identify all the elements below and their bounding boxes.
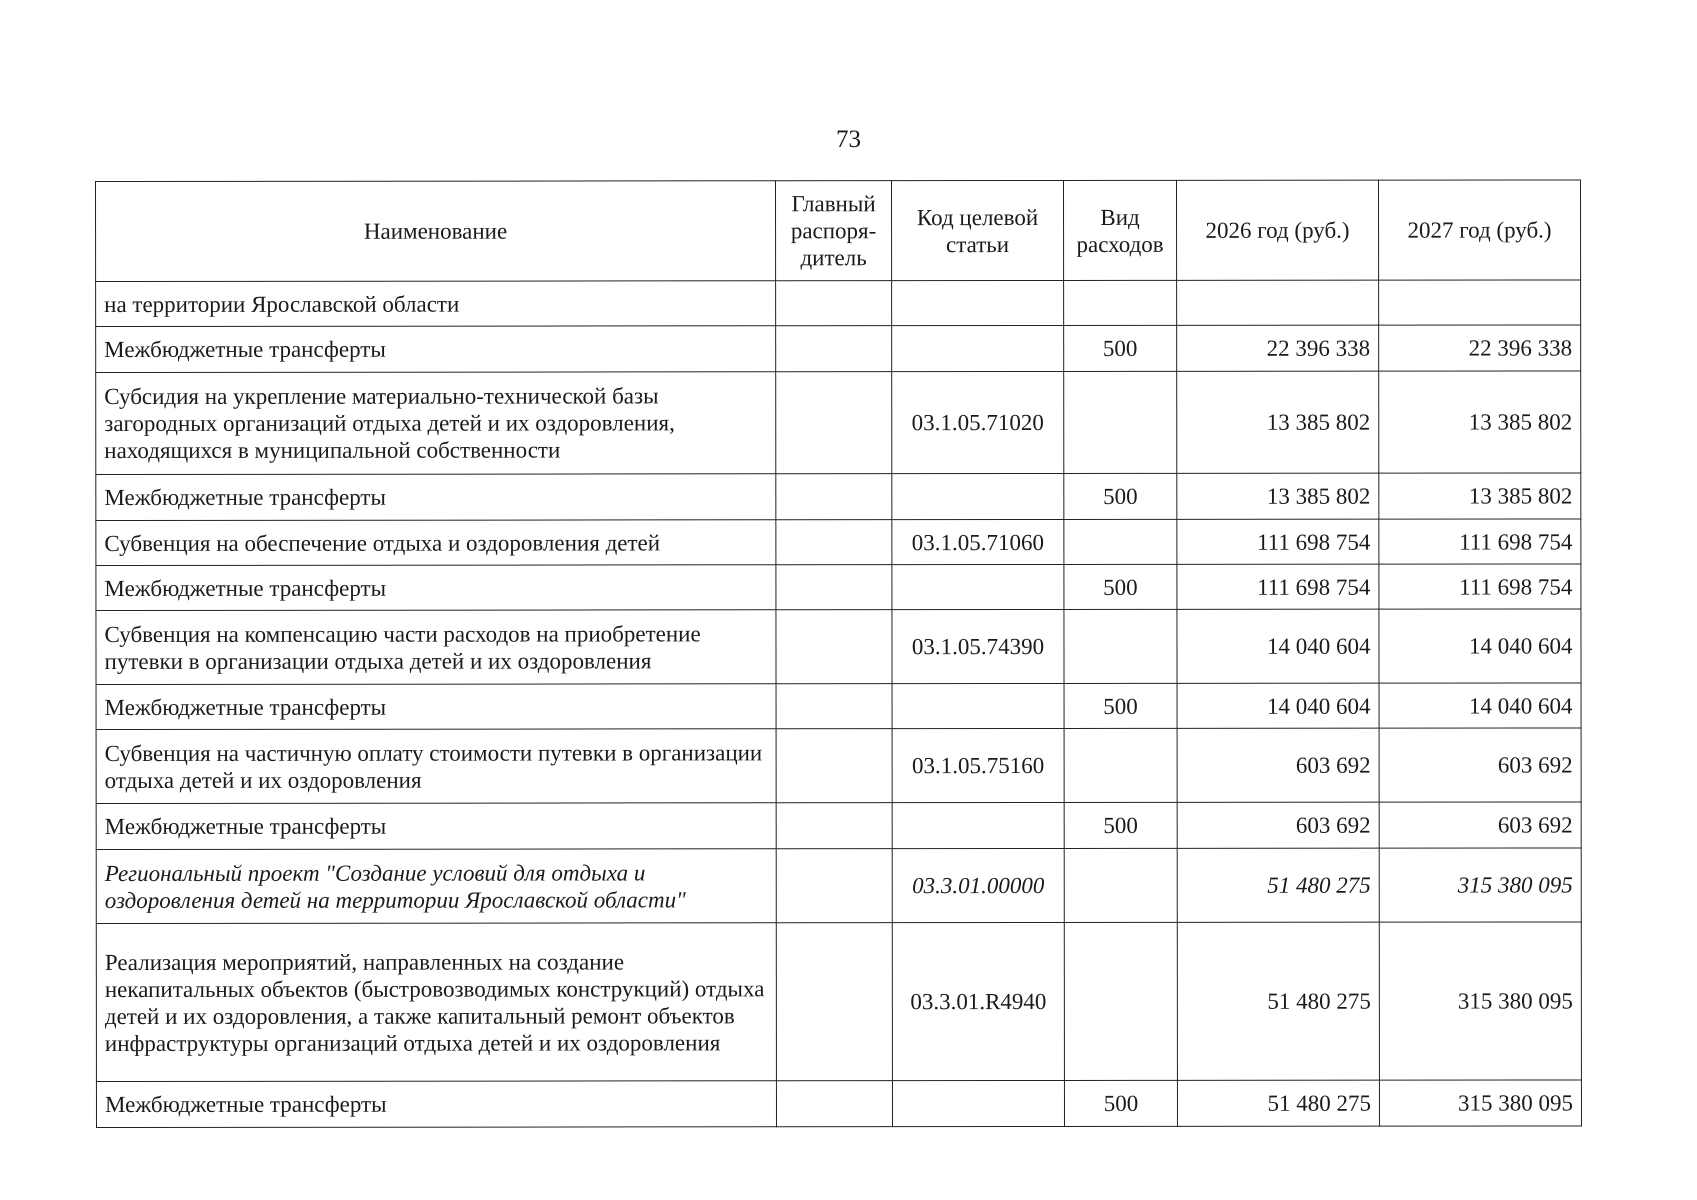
cell-manager (776, 372, 892, 474)
cell-2027: 13 385 802 (1379, 371, 1581, 473)
cell-name: Межбюджетные трансферты (96, 803, 776, 850)
table-row (96, 519, 1581, 566)
cell-name: Субсидия на укрепление материально-технической базы загородных организаций отдыха детей и их оздоровления, находящихся в муниципальной собственности (96, 372, 776, 475)
cell-2027: 315 380 095 (1379, 848, 1581, 922)
cell-type (1064, 280, 1177, 325)
cell-2026: 13 385 802 (1177, 473, 1379, 519)
cell-manager (776, 565, 892, 610)
table-row (96, 848, 1581, 924)
cell-name: на территории Ярославской области (96, 281, 776, 327)
cell-code (892, 473, 1064, 519)
cell-manager (776, 610, 892, 684)
cell-2026: 111 698 754 (1177, 519, 1379, 564)
cell-type (1064, 519, 1177, 564)
header-2026: 2026 год (руб.) (1176, 180, 1378, 280)
cell-name: Реализация мероприятий, направленных на создание некапитальных объектов (быстровозводимых конструкций) отдыха детей и их оздоровления, а также капитальный ремонт объектов инфраструктуры организаций отдыха детей и их оздоровления (96, 923, 776, 1082)
cell-name: Субвенция на частичную оплату стоимости путевки в организации отдыха детей и их оздоровления (96, 729, 776, 804)
cell-type (1064, 848, 1177, 922)
cell-2027: 22 396 338 (1379, 325, 1581, 371)
budget-table (95, 179, 1582, 1128)
table-row (96, 280, 1581, 327)
header-manager: Главный распоря-дитель (776, 181, 892, 281)
cell-2027: 14 040 604 (1379, 683, 1581, 728)
cell-type (1064, 922, 1177, 1080)
cell-type: 500 (1064, 802, 1177, 848)
cell-name: Межбюджетные трансферты (96, 1081, 776, 1128)
cell-2027: 14 040 604 (1379, 609, 1581, 683)
table-row (96, 683, 1581, 730)
cell-2026: 13 385 802 (1177, 371, 1379, 473)
table-row (96, 922, 1581, 1082)
cell-2027: 315 380 095 (1379, 922, 1581, 1080)
cell-name: Межбюджетные трансферты (96, 326, 776, 373)
cell-manager (776, 326, 892, 372)
cell-code (892, 564, 1064, 609)
cell-type: 500 (1064, 325, 1177, 371)
cell-manager (776, 849, 892, 923)
cell-code: 03.1.05.74390 (892, 609, 1064, 683)
cell-2027: 111 698 754 (1379, 519, 1581, 564)
cell-2027: 315 380 095 (1379, 1080, 1581, 1126)
cell-name: Межбюджетные трансферты (96, 474, 776, 521)
cell-code: 03.1.05.71020 (892, 371, 1064, 473)
cell-manager (776, 803, 892, 849)
table-row (96, 473, 1581, 521)
cell-2026: 14 040 604 (1177, 609, 1379, 683)
cell-type (1064, 371, 1177, 473)
cell-code (892, 683, 1064, 728)
cell-code (892, 280, 1064, 325)
cell-2027: 13 385 802 (1379, 473, 1581, 519)
cell-code: 03.3.01.00000 (892, 848, 1064, 922)
page-number: 73 (836, 126, 861, 153)
cell-code: 03.1.05.75160 (892, 728, 1064, 802)
cell-code (892, 325, 1064, 371)
table-row (96, 728, 1581, 804)
cell-2026: 14 040 604 (1177, 683, 1379, 728)
cell-code (892, 1080, 1064, 1126)
cell-name: Региональный проект "Создание условий для отдыха и оздоровления детей на территории Ярославской области" (96, 849, 776, 924)
cell-name: Субвенция на компенсацию части расходов на приобретение путевки в организации отдыха детей и их оздоровления (96, 610, 776, 685)
cell-2026: 51 480 275 (1177, 848, 1379, 922)
cell-2026: 603 692 (1177, 728, 1379, 802)
table-header-row (96, 180, 1581, 282)
table-row (96, 609, 1581, 685)
header-type: Вид расходов (1064, 180, 1177, 280)
cell-2026: 22 396 338 (1177, 325, 1379, 371)
cell-name: Субвенция на обеспечение отдыха и оздоровления детей (96, 520, 776, 566)
header-code: Код целевой статьи (892, 180, 1064, 280)
cell-2026: 51 480 275 (1177, 922, 1379, 1080)
cell-2027: 111 698 754 (1379, 564, 1581, 609)
header-2027: 2027 год (руб.) (1378, 180, 1580, 280)
cell-name: Межбюджетные трансферты (96, 684, 776, 730)
table-row (96, 564, 1581, 611)
cell-2026: 111 698 754 (1177, 564, 1379, 609)
cell-manager (776, 729, 892, 803)
cell-type (1064, 609, 1177, 683)
cell-manager (776, 923, 892, 1081)
cell-code: 03.3.01.R4940 (892, 922, 1064, 1080)
header-name: Наименование (96, 181, 776, 282)
cell-type: 500 (1064, 1080, 1177, 1126)
cell-2026 (1177, 280, 1379, 325)
table-row (96, 325, 1581, 373)
cell-2026: 603 692 (1177, 802, 1379, 848)
table-row (96, 802, 1581, 850)
cell-type: 500 (1064, 683, 1177, 728)
cell-name: Межбюджетные трансферты (96, 565, 776, 611)
cell-code: 03.1.05.71060 (892, 519, 1064, 564)
cell-2027: 603 692 (1379, 728, 1581, 802)
cell-manager (776, 281, 892, 326)
cell-2027 (1379, 280, 1581, 325)
cell-manager (776, 684, 892, 729)
cell-2026: 51 480 275 (1177, 1080, 1379, 1126)
cell-manager (776, 474, 892, 520)
cell-type: 500 (1064, 473, 1177, 519)
cell-manager (776, 1081, 892, 1127)
cell-type: 500 (1064, 564, 1177, 609)
cell-code (892, 802, 1064, 848)
table-row (96, 371, 1581, 475)
table-row (96, 1080, 1581, 1128)
cell-type (1064, 728, 1177, 802)
cell-2027: 603 692 (1379, 802, 1581, 848)
cell-manager (776, 520, 892, 565)
